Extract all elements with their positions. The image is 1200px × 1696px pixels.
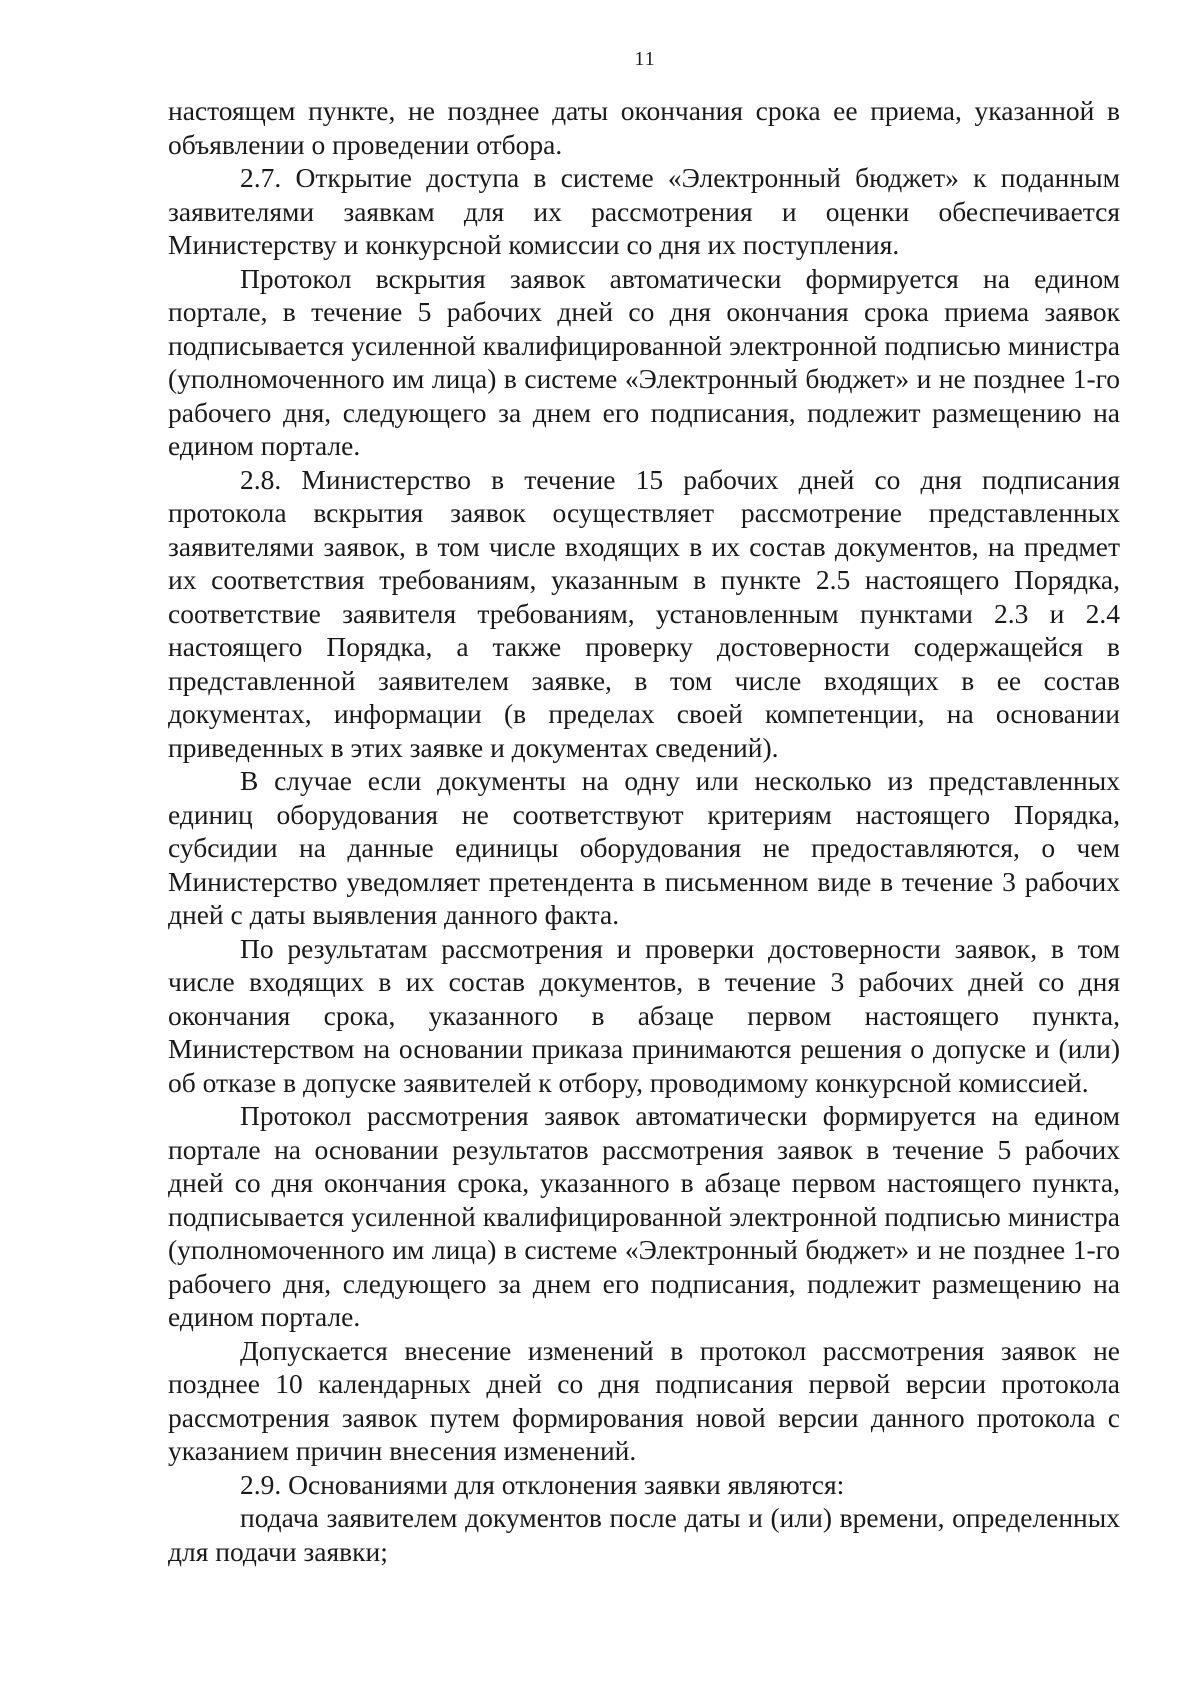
- paragraph-2-7: 2.7. Открытие доступа в системе «Электронный бюджет» к поданным заявителями заявкам для их рассмотрения и оценки обеспечивается Министерству и конкурсной комиссии со дня их поступления.: [168, 162, 1120, 260]
- paragraph-opening-protocol: Протокол вскрытия заявок автоматически формируется на едином портале, в течение 5 рабочих дней со дня окончания срока приема заявок подписывается усиленной квалифицированной электронной подписью министра (уполномоченного им лица) в системе «Электронный бюджет» и не позднее 1-го рабочего дня, следующего за днем его подписания, подлежит размещению на едином портале.: [168, 262, 1120, 461]
- paragraph-review-protocol: Протокол рассмотрения заявок автоматически формируется на едином портале на основании результатов рассмотрения заявок в течение 5 рабочих дней со дня окончания срока, указанного в абзаце первом настоящего пункта, подписывается усиленной квалифицированной электронной подписью министра (уполномоченного им лица) в системе «Электронный бюджет» и не позднее 1-го рабочего дня, следующего за днем его подписания, подлежит размещению на едином портале.: [168, 1100, 1120, 1332]
- paragraph-rejection-reason-1: подача заявителем документов после даты и (или) времени, определенных для подачи заявки;: [168, 1502, 1120, 1567]
- paragraph-continuation: настоящем пункте, не позднее даты окончания срока ее приема, указанной в объявлении о проведении отбора.: [168, 95, 1120, 160]
- paragraph-review-results: По результатам рассмотрения и проверки достоверности заявок, в том числе входящих в их состав документов, в течение 3 рабочих дней со дня окончания срока, указанного в абзаце первом настоящего пункта, Министерством на основании приказа принимаются решения о допуске и (или) об отказе в допуске заявителей к отбору, проводимому конкурсной комиссией.: [168, 932, 1120, 1098]
- paragraph-protocol-changes: Допускается внесение изменений в протокол рассмотрения заявок не позднее 10 календарных дней со дня подписания первой версии протокола рассмотрения заявок путем формирования новой версии данного протокола с указанием причин внесения изменений.: [168, 1334, 1120, 1466]
- paragraph-2-8: 2.8. Министерство в течение 15 рабочих дней со дня подписания протокола вскрытия заявок осуществляет рассмотрение представленных заявителями заявок, в том числе входящих в их состав документов, на предмет их соответствия требованиям, указанным в пункте 2.5 настоящего Порядка, соответствие заявителя требованиям, установленным пунктами 2.3 и 2.4 настоящего Порядка, а также проверку достоверности содержащейся в представленной заявителем заявке, в том числе входящих в ее состав документах, информации (в пределах своей компетенции, на основании приведенных в этих заявке и документах сведений).: [168, 463, 1120, 763]
- paragraph-equipment-mismatch: В случае если документы на одну или несколько из представленных единиц оборудования не соответствуют критериям настоящего Порядка, субсидии на данные единицы оборудования не предоставляются, о чем Министерство уведомляет претендента в письменном виде в течение 3 рабочих дней с даты выявления данного факта.: [168, 765, 1120, 930]
- page-number: 11: [634, 48, 656, 70]
- document-body: [168, 94, 1120, 1568]
- paragraph-2-9: 2.9. Основаниями для отклонения заявки являются:: [240, 1468, 845, 1500]
